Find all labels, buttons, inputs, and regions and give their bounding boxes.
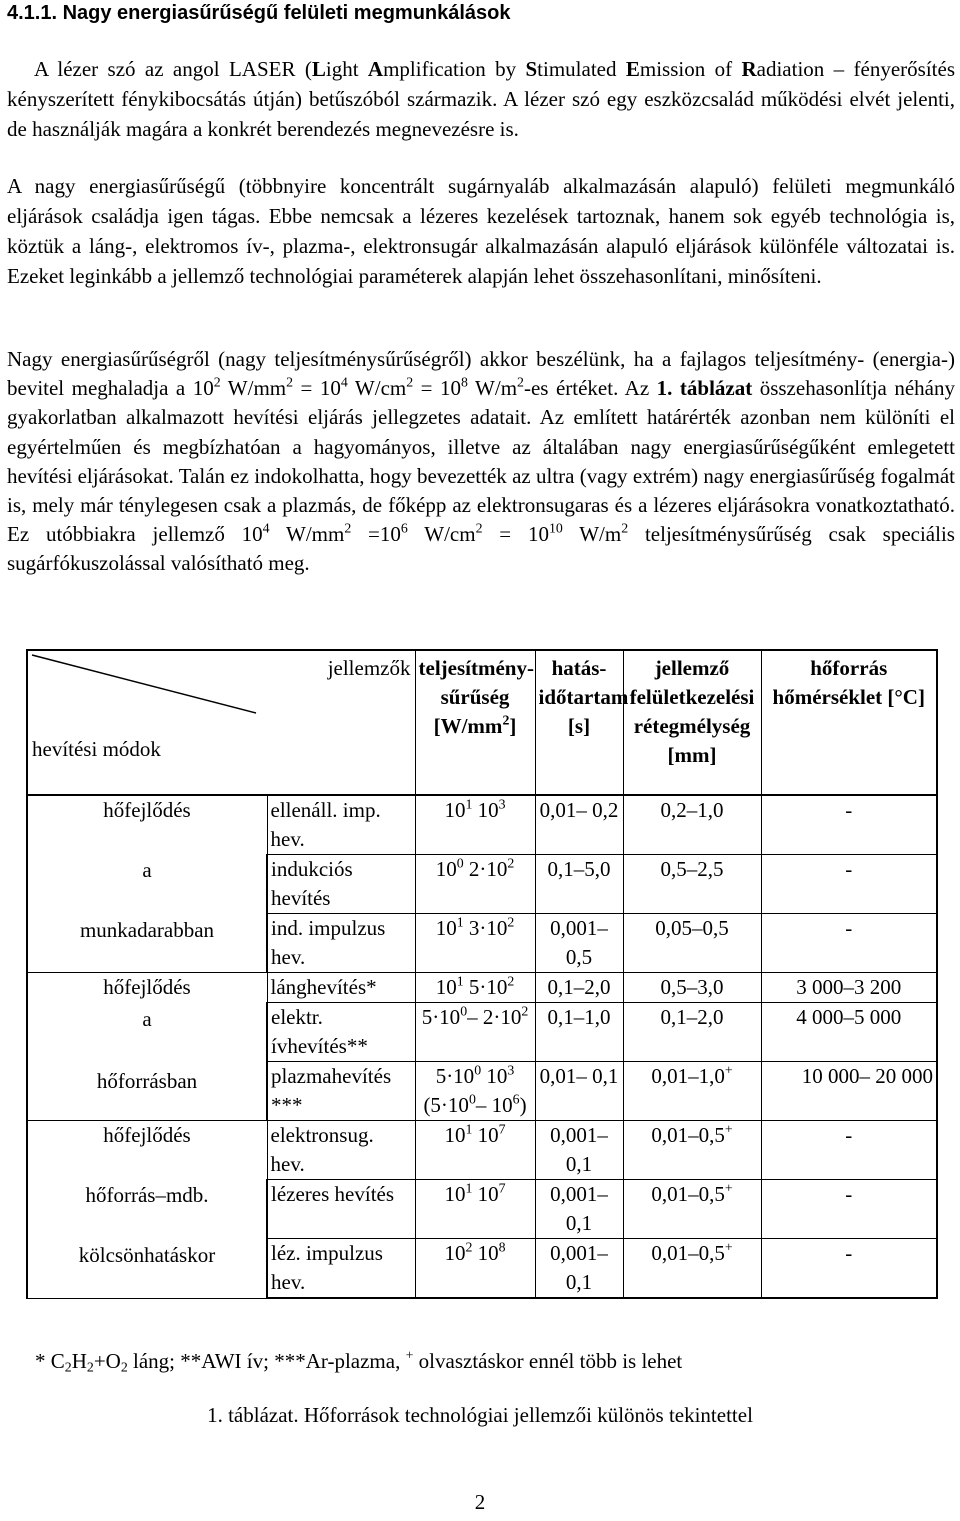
cell-duration: 0,001– 0,5 <box>535 914 623 973</box>
table-row <box>27 973 937 1003</box>
paragraph-process-family: A nagy energiasűrűségű (többnyire koncentrált sugárnyaláb alkalmazásán alapuló) felületi megmunkáló eljárások családja igen tágas. Ebbe nemcsak a lézeres kezelések tartoznak, hanem sok egyéb technológia is, köztük a láng-, elektromos ív-, plazma-, elektronsugár alkalmazásán alapuló eljárások különféle változatai is. Ezeket leginkább a jellemző technológiai paraméterek alapján lehet összehasonlítani, minősíteni. <box>7 174 955 288</box>
corner-label-methods: hevítési módok <box>32 737 161 761</box>
group-label-heat-source: hőfejlődés a hőforrásban <box>27 973 267 1121</box>
cell-method: lézeres hevítés <box>267 1180 415 1239</box>
table-row <box>27 795 937 855</box>
header-duration: hatás-időtartam [s] <box>535 650 623 795</box>
cell-power: $10^1$ $10^7$ <box>415 1180 535 1239</box>
cell-temperature: - <box>761 795 937 855</box>
cell-power: $10^1$ $10^7$ <box>415 1121 535 1180</box>
cell-depth: 0,01–1,0+ <box>623 1062 761 1121</box>
cell-power: $10^1$ $3\cdot 10^2$ <box>415 914 535 973</box>
cell-temperature: 3 000–3 200 <box>761 973 937 1003</box>
group-label-workpiece: hőfejlődés a munkadarabban <box>27 795 267 973</box>
heat-source-table <box>26 649 938 1299</box>
cell-duration: 0,001– 0,1 <box>535 1239 623 1299</box>
paragraph-energy-density: Nagy energiasűrűségről (nagy teljesítménysűrűségről) akkor beszélünk, ha a fajlagos teljesítmény- (energia-) bevitel meghaladja a $10^2$ $W/mm^2 = 10^4$ $W/cm^2 = 10^8$ $W/m^2-es$ értéket. Az 1. táblázat összehasonlítja néhány gyakorlatban alkalmazott hevítési eljárás jellegzetes adatait. Az említett határérték azonban nem különíti el egyértelműen és megbízhatóan a hagyományos, illetve az általában nagy energiasűrűségűként emlegetett hevítési eljárásokat. Talán ez indokolhatta, hogy bevezették az ultra (vagy extrém) nagy energiasűrűség fogalmát is, mely már ténylegesen csak a plazmás, de főképp az elektronsugaras és a lézeres eljárásokra vonatkoztatható. Ez utóbbiakra jellemző $10^4$ $W/mm^2 =10^6$ $W/cm^2 = 10^{10}$ $W/m^2$ teljesítménysűrűség csak speciális sugárfókuszolással valósítható meg. <box>7 347 955 576</box>
cell-duration: 0,001– 0,1 <box>535 1121 623 1180</box>
cell-temperature: - <box>761 1121 937 1180</box>
table-reference: 1. táblázat <box>656 376 753 401</box>
section-heading: 4.1.1. Nagy energiasűrűségű felületi megmunkálások <box>7 2 511 24</box>
group-label-interaction: hőfejlődés hőforrás–mdb. kölcsönhatáskor <box>27 1121 267 1299</box>
cell-temperature: - <box>761 1180 937 1239</box>
cell-method: ellenáll. imp. hev. <box>267 795 415 855</box>
corner-label-features: jellemzők <box>327 656 411 680</box>
cell-power: $10^1$ $5\cdot 10^2$ <box>415 973 535 1003</box>
cell-temperature: - <box>761 914 937 973</box>
cell-duration: 0,01– 0,2 <box>535 795 623 855</box>
cell-depth: 0,01–0,5+ <box>623 1239 761 1299</box>
header-power-density: teljesítmény-sűrűség $[W/mm^2]$ <box>415 650 535 795</box>
cell-method: elektronsug. hev. <box>267 1121 415 1180</box>
cell-duration: 0,01– 0,1 <box>535 1062 623 1121</box>
cell-depth: 0,01–0,5+ <box>623 1180 761 1239</box>
cell-depth: 0,5–3,0 <box>623 973 761 1003</box>
cell-temperature: - <box>761 1239 937 1299</box>
table-row <box>27 1121 937 1180</box>
cell-temperature: 4 000–5 000 <box>761 1003 937 1062</box>
cell-method: ind. impulzus hev. <box>267 914 415 973</box>
cell-power: $5\cdot 10^0-$ $2\cdot 10^2$ <box>415 1003 535 1062</box>
cell-temperature: 10 000– 20 000 <box>761 1062 937 1121</box>
cell-method: lánghevítés* <box>267 973 415 1003</box>
cell-duration: 0,1–5,0 <box>535 855 623 914</box>
cell-method: indukciós hevítés <box>267 855 415 914</box>
cell-duration: 0,1–2,0 <box>535 973 623 1003</box>
cell-depth: 0,01–0,5+ <box>623 1121 761 1180</box>
cell-temperature: - <box>761 855 937 914</box>
cell-depth: 0,5–2,5 <box>623 855 761 914</box>
page-number: 2 <box>474 1490 486 1514</box>
table-corner-cell <box>27 650 415 795</box>
paragraph-laser-definition: A lézer szó az angol LASER (Light Amplification by Stimulated Emission of Radiation – fényerősítés kényszerített fénykibocsátás útján) betűszóból származik. A lézer szó egy eszközcsalád működési elvét jelenti, de használják magára a konkrét berendezés megnevezésre is. <box>7 57 955 141</box>
header-source-temperature: hőforrás hőmérséklet [°C] <box>761 650 937 795</box>
cell-depth: 0,2–1,0 <box>623 795 761 855</box>
cell-method: plazmahevítés *** <box>267 1062 415 1121</box>
cell-power: $5\cdot 10^0$ $10^3$ ($5\cdot 10^0-$ $10^6$) <box>415 1062 535 1121</box>
header-layer-depth: jellemző felületkezelési rétegmélység [mm] <box>623 650 761 795</box>
cell-method: elektr. ívhevítés** <box>267 1003 415 1062</box>
cell-depth: 0,05–0,5 <box>623 914 761 973</box>
cell-duration: 0,1–1,0 <box>535 1003 623 1062</box>
table-caption: 1. táblázat. Hőforrások technológiai jellemzői különös tekintettel <box>207 1403 753 1427</box>
cell-power: $10^1$ $10^3$ <box>415 795 535 855</box>
cell-method: léz. impulzus hev. <box>267 1239 415 1299</box>
cell-power: $10^0$ $2\cdot 10^2$ <box>415 855 535 914</box>
cell-power: $10^2$ $10^8$ <box>415 1239 535 1299</box>
cell-depth: 0,1–2,0 <box>623 1003 761 1062</box>
table-header-row <box>27 650 937 795</box>
cell-duration: 0,001– 0,1 <box>535 1180 623 1239</box>
table-footnote: * $C_2H_2+O_2$ láng; **AWI ív; ***Ar-plazma, + olvasztáskor ennél több is lehet <box>35 1347 683 1375</box>
